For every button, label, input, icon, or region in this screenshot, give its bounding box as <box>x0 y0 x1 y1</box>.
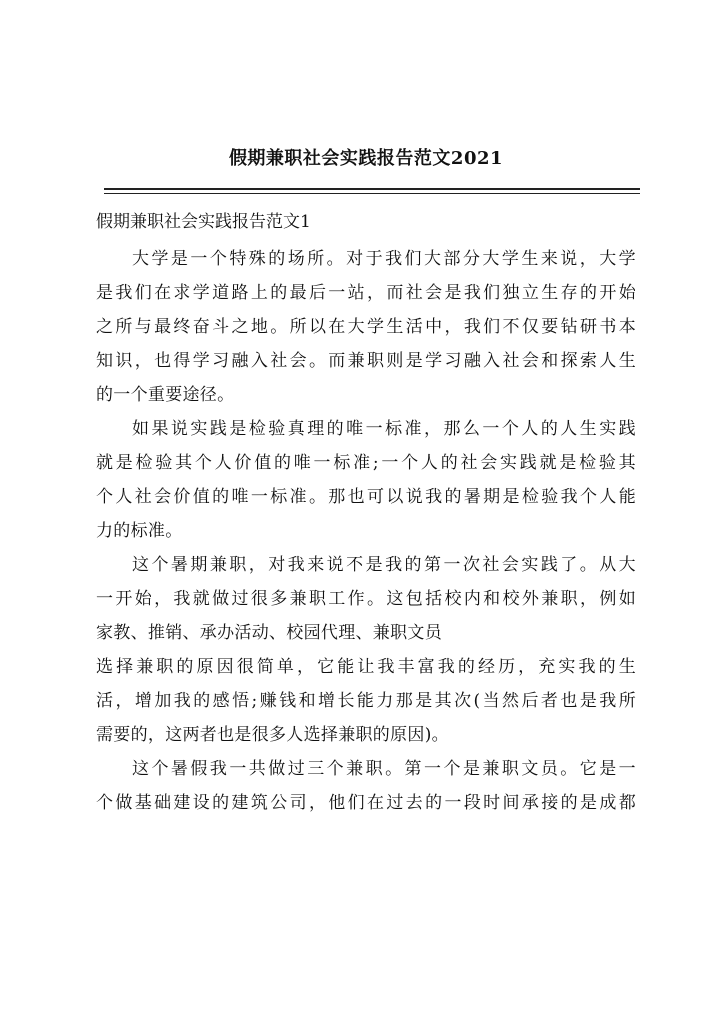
body-line: 需要的，这两者也是很多人选择兼职的原因)。 <box>96 725 449 745</box>
body-line: 大学是一个特殊的场所。对于我们大部分大学生来说，大学 <box>132 249 636 269</box>
title-divider-thin <box>104 193 640 194</box>
section-heading: 假期兼职社会实践报告范文1 <box>96 212 311 232</box>
body-line: 如果说实践是检验真理的唯一标准，那么一个人的人生实践 <box>132 419 636 439</box>
body-line: 活，增加我的感悟;赚钱和增长能力那是其次(当然后者也是我所 <box>96 691 636 711</box>
title-divider-thick <box>104 188 640 190</box>
document-title: 假期兼职社会实践报告范文2021 <box>228 148 504 169</box>
body-line: 一开始，我就做过很多兼职工作。这包括校内和校外兼职，例如 <box>96 589 636 609</box>
body-line: 的一个重要途径。 <box>96 385 235 405</box>
body-line: 是我们在求学道路上的最后一站，而社会是我们独立生存的开始 <box>96 283 636 303</box>
body-line: 这个暑假我一共做过三个兼职。第一个是兼职文员。它是一 <box>132 759 636 779</box>
body-line: 就是检验其个人价值的唯一标准;一个人的社会实践就是检验其 <box>96 453 636 473</box>
body-line: 力的标准。 <box>96 521 183 541</box>
body-text <box>96 242 636 820</box>
body-line: 之所与最终奋斗之地。所以在大学生活中，我们不仅要钻研书本 <box>96 317 636 337</box>
body-line: 个人社会价值的唯一标准。那也可以说我的暑期是检验我个人能 <box>96 487 636 507</box>
body-line: 个做基础建设的建筑公司，他们在过去的一段时间承接的是成都 <box>96 793 636 813</box>
body-line: 知识，也得学习融入社会。而兼职则是学习融入社会和探索人生 <box>96 351 636 371</box>
body-line: 这个暑期兼职，对我来说不是我的第一次社会实践了。从大 <box>132 555 636 575</box>
body-line: 选择兼职的原因很简单，它能让我丰富我的经历，充实我的生 <box>96 657 636 677</box>
body-line: 家教、推销、承办活动、校园代理、兼职文员 <box>96 623 442 643</box>
